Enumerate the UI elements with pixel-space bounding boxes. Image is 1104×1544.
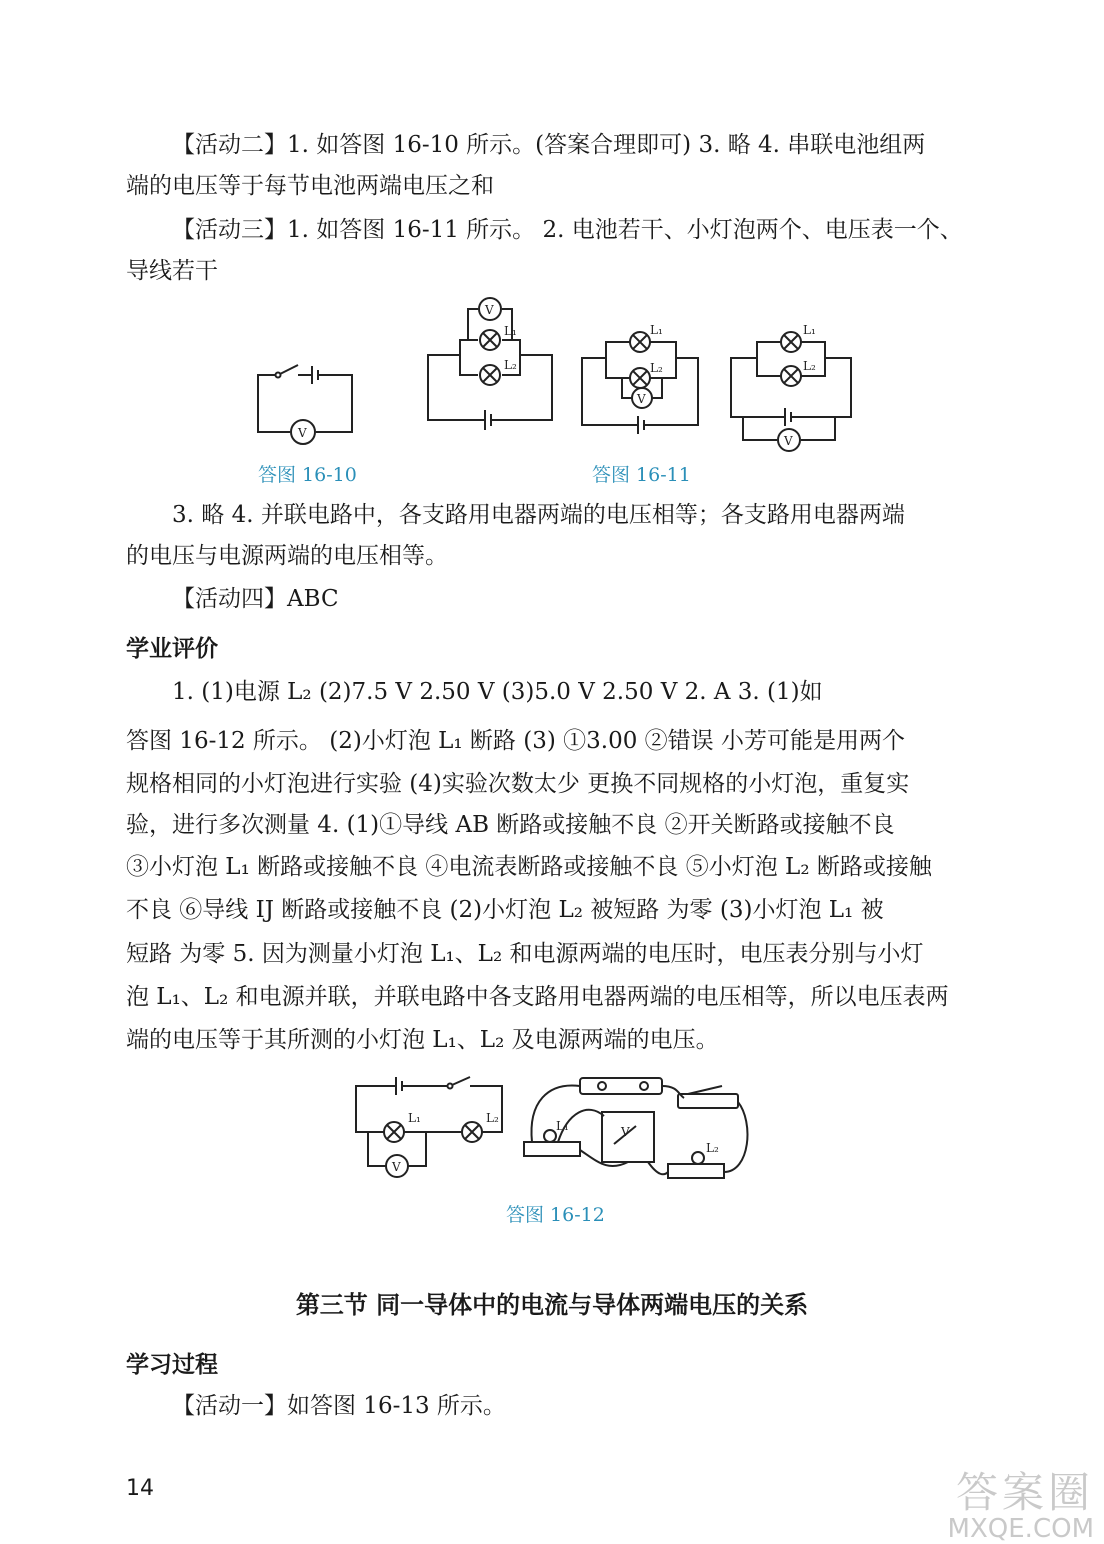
lamp-holder-l2 <box>668 1164 724 1178</box>
activity3-line1: 【活动三】1. 如答图 16-11 所示。 2. 电池若干、小灯泡两个、电压表一个、 <box>172 217 963 243</box>
watermark-url: MXQE.COM <box>947 1514 1094 1544</box>
caption-16-11: 答图 16-11 <box>592 464 691 486</box>
activity1-line: 【活动一】如答图 16-13 所示。 <box>172 1393 506 1419</box>
activity2-line2: 端的电压等于每节电池两端电压之和 <box>126 173 494 199</box>
evaluation-line: 1. (1)电源 L₂ (2)7.5 V 2.50 V (3)5.0 V 2.50 V 2. A 3. (1)如 <box>172 679 823 705</box>
evaluation-line: 短路 为零 5. 因为测量小灯泡 L₁、L₂ 和电源两端的电压时，电压表分别与小灯 <box>126 941 924 967</box>
circuit-wire <box>316 375 352 432</box>
activity3-line2: 导线若干 <box>126 258 218 284</box>
activity4-line: 【活动四】ABC <box>172 586 339 612</box>
switch-lever <box>280 365 298 374</box>
caption-16-12: 答图 16-12 <box>506 1204 605 1226</box>
svg-text:L₁: L₁ <box>408 1111 421 1125</box>
evaluation-line: ③小灯泡 L₁ 断路或接触不良 ④电流表断路或接触不良 ⑤小灯泡 L₂ 断路或接触 <box>126 854 932 880</box>
watermark-logo: 答案圈 <box>955 1468 1094 1517</box>
svg-text:V: V <box>784 434 793 448</box>
svg-text:L₂: L₂ <box>504 358 517 372</box>
circuit-diagram-16-11b <box>578 320 708 435</box>
evaluation-line: 规格相同的小灯泡进行实验 (4)实验次数太少 更换不同规格的小灯泡，重复实 <box>126 771 910 797</box>
svg-text:V: V <box>392 1160 401 1174</box>
activity2-line1: 【活动二】1. 如答图 16-10 所示。(答案合理即可) 3. 略 4. 串联电池组两 <box>172 132 926 158</box>
evaluation-heading: 学业评价 <box>126 636 218 662</box>
connecting-wire <box>558 1110 604 1142</box>
circuit-diagram-16-10 <box>250 360 360 445</box>
connecting-wire <box>648 1162 668 1174</box>
circuit-diagram-16-11c <box>725 320 860 455</box>
svg-text:L₁: L₁ <box>556 1119 569 1133</box>
svg-text:L₂: L₂ <box>706 1141 719 1155</box>
circuit-diagram-16-12-schematic <box>350 1074 510 1184</box>
after-figure-line2: 的电压与电源两端的电压相等。 <box>126 543 448 569</box>
evaluation-line: 答图 16-12 所示。 (2)小灯泡 L₁ 断路 (3) ①3.00 ②错误 小芳可能是用两个 <box>126 728 905 754</box>
after-figure-line1: 3. 略 4. 并联电路中，各支路用电器两端的电压相等；各支路用电器两端 <box>172 502 905 528</box>
evaluation-line: 端的电压等于其所测的小灯泡 L₁、L₂ 及电源两端的电压。 <box>126 1027 719 1053</box>
watermark <box>894 1460 1094 1544</box>
svg-text:V: V <box>637 392 646 406</box>
section-title: 第三节 同一导体中的电流与导体两端电压的关系 <box>295 1291 809 1319</box>
lamp-holder-l1 <box>524 1142 580 1156</box>
svg-text:L₂: L₂ <box>650 361 663 375</box>
evaluation-line: 泡 L₁、L₂ 和电源并联，并联电路中各支路用电器两端的电压相等，所以电压表两 <box>126 984 949 1010</box>
svg-text:L₂: L₂ <box>486 1111 499 1125</box>
evaluation-line: 验，进行多次测量 4. (1)①导线 AB 断路或接触不良 ②开关断路或接触不良 <box>126 812 895 838</box>
circuit-wire <box>258 375 290 432</box>
page-number: 14 <box>126 1476 154 1501</box>
battery-box <box>580 1078 662 1094</box>
svg-text:L₁: L₁ <box>650 323 663 337</box>
learning-process-heading: 学习过程 <box>126 1352 218 1378</box>
svg-text:L₁: L₁ <box>803 323 816 337</box>
svg-text:V: V <box>621 1125 630 1139</box>
voltmeter-label: V <box>298 426 307 440</box>
svg-text:L₂: L₂ <box>803 359 816 373</box>
caption-16-10: 答图 16-10 <box>258 464 357 486</box>
apparatus-illustration-16-12 <box>518 1072 758 1192</box>
connecting-wire <box>724 1102 747 1172</box>
connecting-wire <box>580 1150 628 1166</box>
connecting-wire <box>662 1086 684 1098</box>
evaluation-line: 不良 ⑥导线 IJ 断路或接触不良 (2)小灯泡 L₂ 被短路 为零 (3)小灯泡 L₁ 被 <box>126 897 884 923</box>
switch-base <box>678 1094 738 1108</box>
svg-text:V: V <box>485 303 494 317</box>
svg-text:L₁: L₁ <box>504 324 517 338</box>
circuit-diagram-16-11a <box>420 295 560 430</box>
